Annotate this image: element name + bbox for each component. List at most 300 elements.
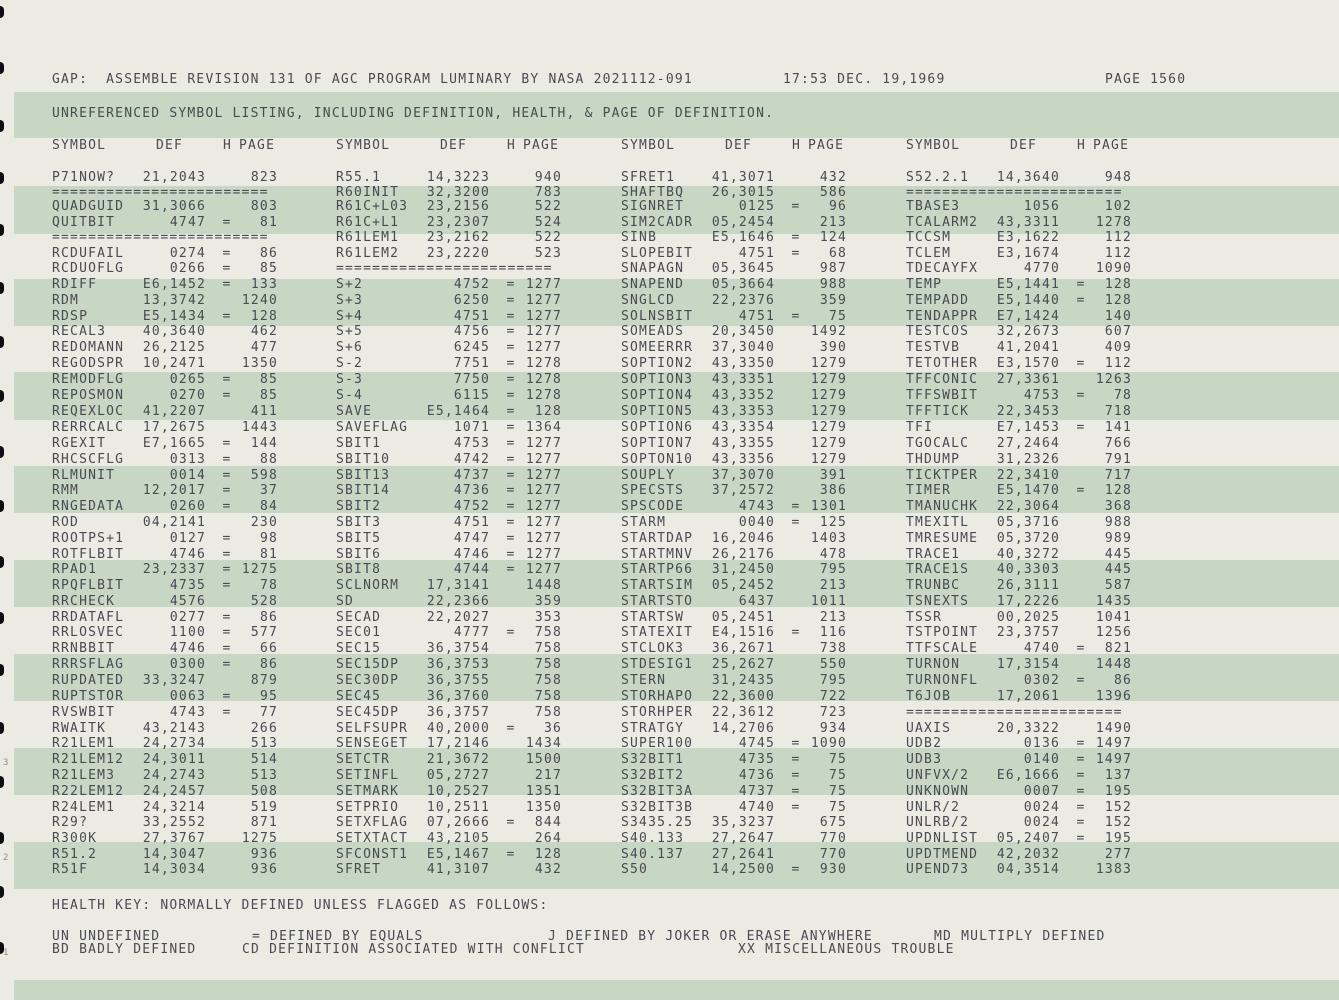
symbol-page: 75 xyxy=(828,309,847,324)
symbol-name: TSSR xyxy=(906,610,943,625)
symbol-page: 1277 xyxy=(525,324,562,339)
symbol-page: 128 xyxy=(250,309,278,324)
symbol-definition: E5,1440 xyxy=(996,293,1060,308)
symbol-health: = xyxy=(222,705,232,720)
symbol-name: SNGLCD xyxy=(621,293,676,308)
symbol-definition: 10,2471 xyxy=(142,356,206,371)
symbol-health: = xyxy=(506,483,516,498)
symbol-page: 795 xyxy=(819,673,847,688)
symbol-name: RUPTSTOR xyxy=(52,689,125,704)
symbol-page: 1277 xyxy=(525,436,562,451)
table-row xyxy=(52,452,282,467)
symbol-name: SOMEERRR xyxy=(621,340,694,355)
symbol-definition: 26,3015 xyxy=(711,185,775,200)
symbol-definition: 12,2017 xyxy=(142,483,206,498)
symbol-page: 1277 xyxy=(525,340,562,355)
symbol-health: = xyxy=(506,547,516,562)
symbol-page: 266 xyxy=(250,721,278,736)
symbol-health: = xyxy=(222,246,232,261)
symbol-definition: 05,2452 xyxy=(711,578,775,593)
symbol-page: 550 xyxy=(819,657,847,672)
table-row xyxy=(336,309,566,324)
symbol-name: SNAPAGN xyxy=(621,261,685,276)
symbol-name: RPAD1 xyxy=(52,562,98,577)
symbol-page: 871 xyxy=(250,815,278,830)
symbol-definition: 0260 xyxy=(169,499,206,514)
symbol-name: TGOCALC xyxy=(906,436,970,451)
symbol-definition: 36,3755 xyxy=(426,673,490,688)
table-row xyxy=(336,752,566,767)
table-row xyxy=(336,673,566,688)
symbol-page: 75 xyxy=(828,784,847,799)
symbol-definition: E7,1424 xyxy=(996,309,1060,324)
symbol-page: 1301 xyxy=(810,499,847,514)
symbol-name: TRACE1 xyxy=(906,547,961,562)
symbol-health: = xyxy=(506,293,516,308)
symbol-definition: 05,2727 xyxy=(426,768,490,783)
symbol-page: 432 xyxy=(534,862,562,877)
symbol-definition: 4747 xyxy=(453,531,490,546)
symbol-page: 1278 xyxy=(525,356,562,371)
symbol-definition: 6115 xyxy=(453,388,490,403)
symbol-name: REDOMANN xyxy=(52,340,125,355)
table-row xyxy=(621,562,851,577)
symbol-definition: 1071 xyxy=(453,420,490,435)
symbol-name: TENDAPPR xyxy=(906,309,979,324)
symbol-definition: 07,2666 xyxy=(426,815,490,830)
symbol-name: TMEXITL xyxy=(906,515,970,530)
health-key-multiply: MD MULTIPLY DEFINED xyxy=(934,929,1106,944)
table-row xyxy=(336,230,566,245)
symbol-name: RMM xyxy=(52,483,80,498)
symbol-definition: 43,2105 xyxy=(426,831,490,846)
symbol-definition: 24,2457 xyxy=(142,784,206,799)
symbol-definition: 43,3356 xyxy=(711,452,775,467)
symbol-health: = xyxy=(222,625,232,640)
symbol-definition: 1056 xyxy=(1023,199,1060,214)
symbol-name: STARM xyxy=(621,515,667,530)
symbol-definition: 43,3350 xyxy=(711,356,775,371)
table-row xyxy=(52,309,282,324)
table-row xyxy=(336,610,566,625)
symbol-definition: 0266 xyxy=(169,261,206,276)
symbol-page: 1364 xyxy=(525,420,562,435)
symbol-definition: 22,2027 xyxy=(426,610,490,625)
table-row xyxy=(621,309,851,324)
symbol-health: = xyxy=(1076,831,1086,846)
symbol-definition: 4576 xyxy=(169,594,206,609)
symbol-health: = xyxy=(506,420,516,435)
symbol-definition: 16,2046 xyxy=(711,531,775,546)
symbol-page: 1278 xyxy=(1095,215,1132,230)
table-row xyxy=(52,784,282,799)
symbol-definition: E4,1516 xyxy=(711,625,775,640)
symbol-name: STDESIG1 xyxy=(621,657,694,672)
symbol-name: RPQFLBIT xyxy=(52,578,125,593)
symbol-name: R61LEM1 xyxy=(336,230,400,245)
listing-subtitle: UNREFERENCED SYMBOL LISTING, INCLUDING DEFINITION, HEALTH, & PAGE OF DEFINITION. xyxy=(52,106,775,121)
column-header-page: PAGE xyxy=(808,138,845,153)
symbol-name: SOMEADS xyxy=(621,324,685,339)
symbol-name: UAXIS xyxy=(906,721,952,736)
symbol-name: TCLEM xyxy=(906,246,952,261)
table-row xyxy=(621,705,851,720)
symbol-definition: 17,3154 xyxy=(996,657,1060,672)
symbol-definition: 36,3757 xyxy=(426,705,490,720)
symbol-definition: 24,3011 xyxy=(142,752,206,767)
symbol-definition: 40,3272 xyxy=(996,547,1060,562)
symbol-page: 1383 xyxy=(1095,862,1132,877)
symbol-page: 523 xyxy=(534,246,562,261)
table-row xyxy=(336,340,566,355)
symbol-name: STARTSIM xyxy=(621,578,694,593)
symbol-page: 1278 xyxy=(525,388,562,403)
symbol-health: = xyxy=(222,436,232,451)
symbol-page: 85 xyxy=(259,372,278,387)
column-header-health: H xyxy=(507,138,517,153)
symbol-health: = xyxy=(1076,420,1086,435)
symbol-definition: 17,2061 xyxy=(996,689,1060,704)
symbol-health: = xyxy=(1076,768,1086,783)
table-row xyxy=(621,847,851,862)
symbol-page: 988 xyxy=(819,277,847,292)
symbol-definition: 14,3034 xyxy=(142,862,206,877)
table-row xyxy=(52,847,282,862)
table-row xyxy=(621,784,851,799)
symbol-name: R24LEM1 xyxy=(52,800,116,815)
symbol-page: 1279 xyxy=(810,404,847,419)
symbol-health: = xyxy=(1076,641,1086,656)
table-row xyxy=(906,261,1136,276)
table-row xyxy=(621,594,851,609)
symbol-name: TCCSM xyxy=(906,230,952,245)
symbol-page: 1279 xyxy=(810,372,847,387)
sprocket-hole xyxy=(0,120,4,132)
symbol-name: SEC45 xyxy=(336,689,382,704)
symbol-definition: 43,2143 xyxy=(142,721,206,736)
table-row xyxy=(621,641,851,656)
symbol-name: SBIT14 xyxy=(336,483,391,498)
symbol-page: 1277 xyxy=(525,293,562,308)
symbol-health: = xyxy=(222,689,232,704)
symbol-name: P71NOW? xyxy=(52,170,116,185)
symbol-name: RGEXIT xyxy=(52,436,107,451)
symbol-definition: 4742 xyxy=(453,452,490,467)
symbol-definition: 27,3361 xyxy=(996,372,1060,387)
symbol-page: 587 xyxy=(1104,578,1132,593)
symbol-definition: 25,2627 xyxy=(711,657,775,672)
symbol-page: 766 xyxy=(1104,436,1132,451)
symbol-page: 758 xyxy=(534,673,562,688)
symbol-definition: 26,2125 xyxy=(142,340,206,355)
symbol-page: 390 xyxy=(819,340,847,355)
table-row xyxy=(621,815,851,830)
symbol-health: = xyxy=(791,499,801,514)
symbol-definition: 22,3453 xyxy=(996,404,1060,419)
table-row xyxy=(906,641,1136,656)
symbol-page: 359 xyxy=(534,594,562,609)
symbol-page: 368 xyxy=(1104,499,1132,514)
symbol-page: 879 xyxy=(250,673,278,688)
symbol-page: 1492 xyxy=(810,324,847,339)
table-row xyxy=(621,293,851,308)
symbol-definition: 13,3742 xyxy=(142,293,206,308)
symbol-definition: 41,2041 xyxy=(996,340,1060,355)
column-header-def: DEF xyxy=(1010,138,1038,153)
table-row xyxy=(52,768,282,783)
table-row xyxy=(621,170,851,185)
symbol-page: 128 xyxy=(534,847,562,862)
table-row xyxy=(52,261,282,276)
column-header-def: DEF xyxy=(725,138,753,153)
health-key-conflict: CD DEFINITION ASSOCIATED WITH CONFLICT xyxy=(242,942,586,957)
symbol-definition: 4756 xyxy=(453,324,490,339)
symbol-definition: 0274 xyxy=(169,246,206,261)
symbol-name: TCALARM2 xyxy=(906,215,979,230)
table-row xyxy=(621,230,851,245)
symbol-page: 359 xyxy=(819,293,847,308)
symbol-name: UNFVX/2 xyxy=(906,768,970,783)
symbol-page: 432 xyxy=(819,170,847,185)
symbol-page: 128 xyxy=(1104,483,1132,498)
symbol-name: QUITBIT xyxy=(52,215,116,230)
symbol-name: STRATGY xyxy=(621,721,685,736)
table-row xyxy=(52,625,282,640)
table-row xyxy=(906,452,1136,467)
symbol-health: = xyxy=(222,531,232,546)
symbol-page: 675 xyxy=(819,815,847,830)
symbol-name: SFRET1 xyxy=(621,170,676,185)
symbol-health: = xyxy=(222,641,232,656)
symbol-health: = xyxy=(506,452,516,467)
symbol-health: = xyxy=(1076,800,1086,815)
symbol-page: 1011 xyxy=(810,594,847,609)
symbol-name: SD xyxy=(336,594,355,609)
symbol-definition: 0313 xyxy=(169,452,206,467)
symbol-name: RUPDATED xyxy=(52,673,125,688)
symbol-name: TRUNBC xyxy=(906,578,961,593)
symbol-name: S+5 xyxy=(336,324,364,339)
symbol-definition: 43,3352 xyxy=(711,388,775,403)
symbol-name: SBIT5 xyxy=(336,531,382,546)
symbol-definition: 43,3311 xyxy=(996,215,1060,230)
symbol-definition: E5,1467 xyxy=(426,847,490,862)
sprocket-hole xyxy=(0,556,4,568)
symbol-page: 102 xyxy=(1104,199,1132,214)
symbol-page: 1278 xyxy=(525,372,562,387)
symbol-name: SETXFLAG xyxy=(336,815,409,830)
symbol-definition: 40,3640 xyxy=(142,324,206,339)
symbol-definition: 6437 xyxy=(738,594,775,609)
symbol-definition: 4740 xyxy=(738,800,775,815)
symbol-health: = xyxy=(222,468,232,483)
symbol-page: 411 xyxy=(250,404,278,419)
symbol-name: UNKNOWN xyxy=(906,784,970,799)
table-row xyxy=(52,483,282,498)
table-row xyxy=(906,594,1136,609)
table-row xyxy=(621,752,851,767)
symbol-name: R61LEM2 xyxy=(336,246,400,261)
table-row xyxy=(336,594,566,609)
symbol-health: = xyxy=(506,436,516,451)
symbol-definition: 4737 xyxy=(738,784,775,799)
symbol-health: = xyxy=(791,862,801,877)
symbol-definition: 4735 xyxy=(738,752,775,767)
sprocket-hole xyxy=(0,390,4,402)
symbol-page: 722 xyxy=(819,689,847,704)
timestamp: 17:53 DEC. 19,1969 xyxy=(783,72,946,87)
health-key-joker: J DEFINED BY JOKER OR ERASE ANYWHERE xyxy=(548,929,873,944)
table-row xyxy=(906,324,1136,339)
symbol-health: = xyxy=(222,261,232,276)
symbol-page: 462 xyxy=(250,324,278,339)
table-row xyxy=(336,641,566,656)
symbol-name: UNLR/2 xyxy=(906,800,961,815)
table-row xyxy=(336,768,566,783)
symbol-name: SENSEGET xyxy=(336,736,409,751)
symbol-name: STCLOK3 xyxy=(621,641,685,656)
symbol-definition: 4777 xyxy=(453,625,490,640)
table-row xyxy=(336,784,566,799)
symbol-definition: 14,2706 xyxy=(711,721,775,736)
symbol-page: 1090 xyxy=(810,736,847,751)
symbol-page: 86 xyxy=(259,610,278,625)
table-row xyxy=(336,831,566,846)
symbol-page: 128 xyxy=(1104,277,1132,292)
table-row xyxy=(336,468,566,483)
table-row xyxy=(621,324,851,339)
symbol-page: 144 xyxy=(250,436,278,451)
symbol-definition: 36,3754 xyxy=(426,641,490,656)
symbol-health: = xyxy=(791,752,801,767)
symbol-health: = xyxy=(791,230,801,245)
symbol-name: SOLNSBIT xyxy=(621,309,694,324)
symbol-name: SEC30DP xyxy=(336,673,400,688)
symbol-name: REMODFLG xyxy=(52,372,125,387)
symbol-definition: 4743 xyxy=(169,705,206,720)
symbol-name: SBIT10 xyxy=(336,452,391,467)
sprocket-hole xyxy=(0,886,4,898)
symbol-definition: 22,2376 xyxy=(711,293,775,308)
symbol-page: 1263 xyxy=(1095,372,1132,387)
symbol-definition: 4753 xyxy=(453,436,490,451)
symbol-definition: 36,2671 xyxy=(711,641,775,656)
symbol-name: R300K xyxy=(52,831,98,846)
symbol-health: = xyxy=(791,736,801,751)
symbol-page: 513 xyxy=(250,736,278,751)
table-row xyxy=(906,215,1136,230)
symbol-health: = xyxy=(506,340,516,355)
table-row xyxy=(906,468,1136,483)
symbol-page: 213 xyxy=(819,578,847,593)
symbol-name: SEC45DP xyxy=(336,705,400,720)
symbol-page: 195 xyxy=(1104,784,1132,799)
symbol-name: SINB xyxy=(621,230,658,245)
symbol-definition: 14,3223 xyxy=(426,170,490,185)
symbol-page: 213 xyxy=(819,215,847,230)
symbol-definition: 0063 xyxy=(169,689,206,704)
symbol-health: = xyxy=(506,372,516,387)
symbol-page: 213 xyxy=(819,610,847,625)
symbol-definition: 17,2675 xyxy=(142,420,206,435)
symbol-page: 217 xyxy=(534,768,562,783)
table-row xyxy=(906,562,1136,577)
symbol-health: = xyxy=(791,515,801,530)
column-header-health: H xyxy=(223,138,233,153)
symbol-name: RERRCALC xyxy=(52,420,125,435)
symbol-name: TBASE3 xyxy=(906,199,961,214)
symbol-definition: 21,2043 xyxy=(142,170,206,185)
table-row xyxy=(906,246,1136,261)
table-row xyxy=(621,736,851,751)
table-row xyxy=(52,246,282,261)
table-row xyxy=(621,404,851,419)
symbol-name: S-4 xyxy=(336,388,364,403)
symbol-definition: 4735 xyxy=(169,578,206,593)
symbol-name: SOPTION7 xyxy=(621,436,694,451)
symbol-page: 1275 xyxy=(241,562,278,577)
symbol-page: 803 xyxy=(250,199,278,214)
symbol-definition: 24,2743 xyxy=(142,768,206,783)
table-row xyxy=(906,784,1136,799)
symbol-page: 445 xyxy=(1104,547,1132,562)
symbol-definition: 24,3214 xyxy=(142,800,206,815)
table-row xyxy=(336,657,566,672)
symbol-name: SETINFL xyxy=(336,768,400,783)
symbol-definition: 0024 xyxy=(1023,815,1060,830)
column-header-symbol: SYMBOL xyxy=(621,138,676,153)
table-row xyxy=(52,641,282,656)
symbol-name: TMANUCHK xyxy=(906,499,979,514)
symbol-page: 1041 xyxy=(1095,610,1132,625)
symbol-name: TDECAYFX xyxy=(906,261,979,276)
table-row xyxy=(52,324,282,339)
symbol-name: ROTFLBIT xyxy=(52,547,125,562)
symbol-name: RRCHECK xyxy=(52,594,116,609)
table-row xyxy=(906,736,1136,751)
symbol-page: 989 xyxy=(1104,531,1132,546)
symbol-name: SETXTACT xyxy=(336,831,409,846)
symbol-health: = xyxy=(1076,784,1086,799)
symbol-page: 1277 xyxy=(525,309,562,324)
symbol-definition: 4752 xyxy=(453,277,490,292)
symbol-name: RNGEDATA xyxy=(52,499,125,514)
symbol-name: SETCTR xyxy=(336,752,391,767)
margin-note: 1 xyxy=(3,948,9,958)
symbol-name: SOUPLY xyxy=(621,468,676,483)
symbol-definition: 05,2454 xyxy=(711,215,775,230)
symbol-name: SHAFTBQ xyxy=(621,185,685,200)
symbol-name: RCDUFAIL xyxy=(52,246,125,261)
symbol-name: STARTSW xyxy=(621,610,685,625)
symbol-definition: 0300 xyxy=(169,657,206,672)
symbol-page: 1279 xyxy=(810,356,847,371)
symbol-name: R21LEM12 xyxy=(52,752,125,767)
symbol-page: 75 xyxy=(828,768,847,783)
symbol-page: 586 xyxy=(819,185,847,200)
column-header-symbol: SYMBOL xyxy=(336,138,391,153)
symbol-name: SEC15DP xyxy=(336,657,400,672)
symbol-page: 477 xyxy=(250,340,278,355)
symbol-name: STERN xyxy=(621,673,667,688)
table-row xyxy=(621,356,851,371)
symbol-name: SOPTION2 xyxy=(621,356,694,371)
symbol-page: 1277 xyxy=(525,452,562,467)
symbol-page: 577 xyxy=(250,625,278,640)
table-row xyxy=(52,531,282,546)
table-row xyxy=(906,372,1136,387)
table-row xyxy=(906,578,1136,593)
